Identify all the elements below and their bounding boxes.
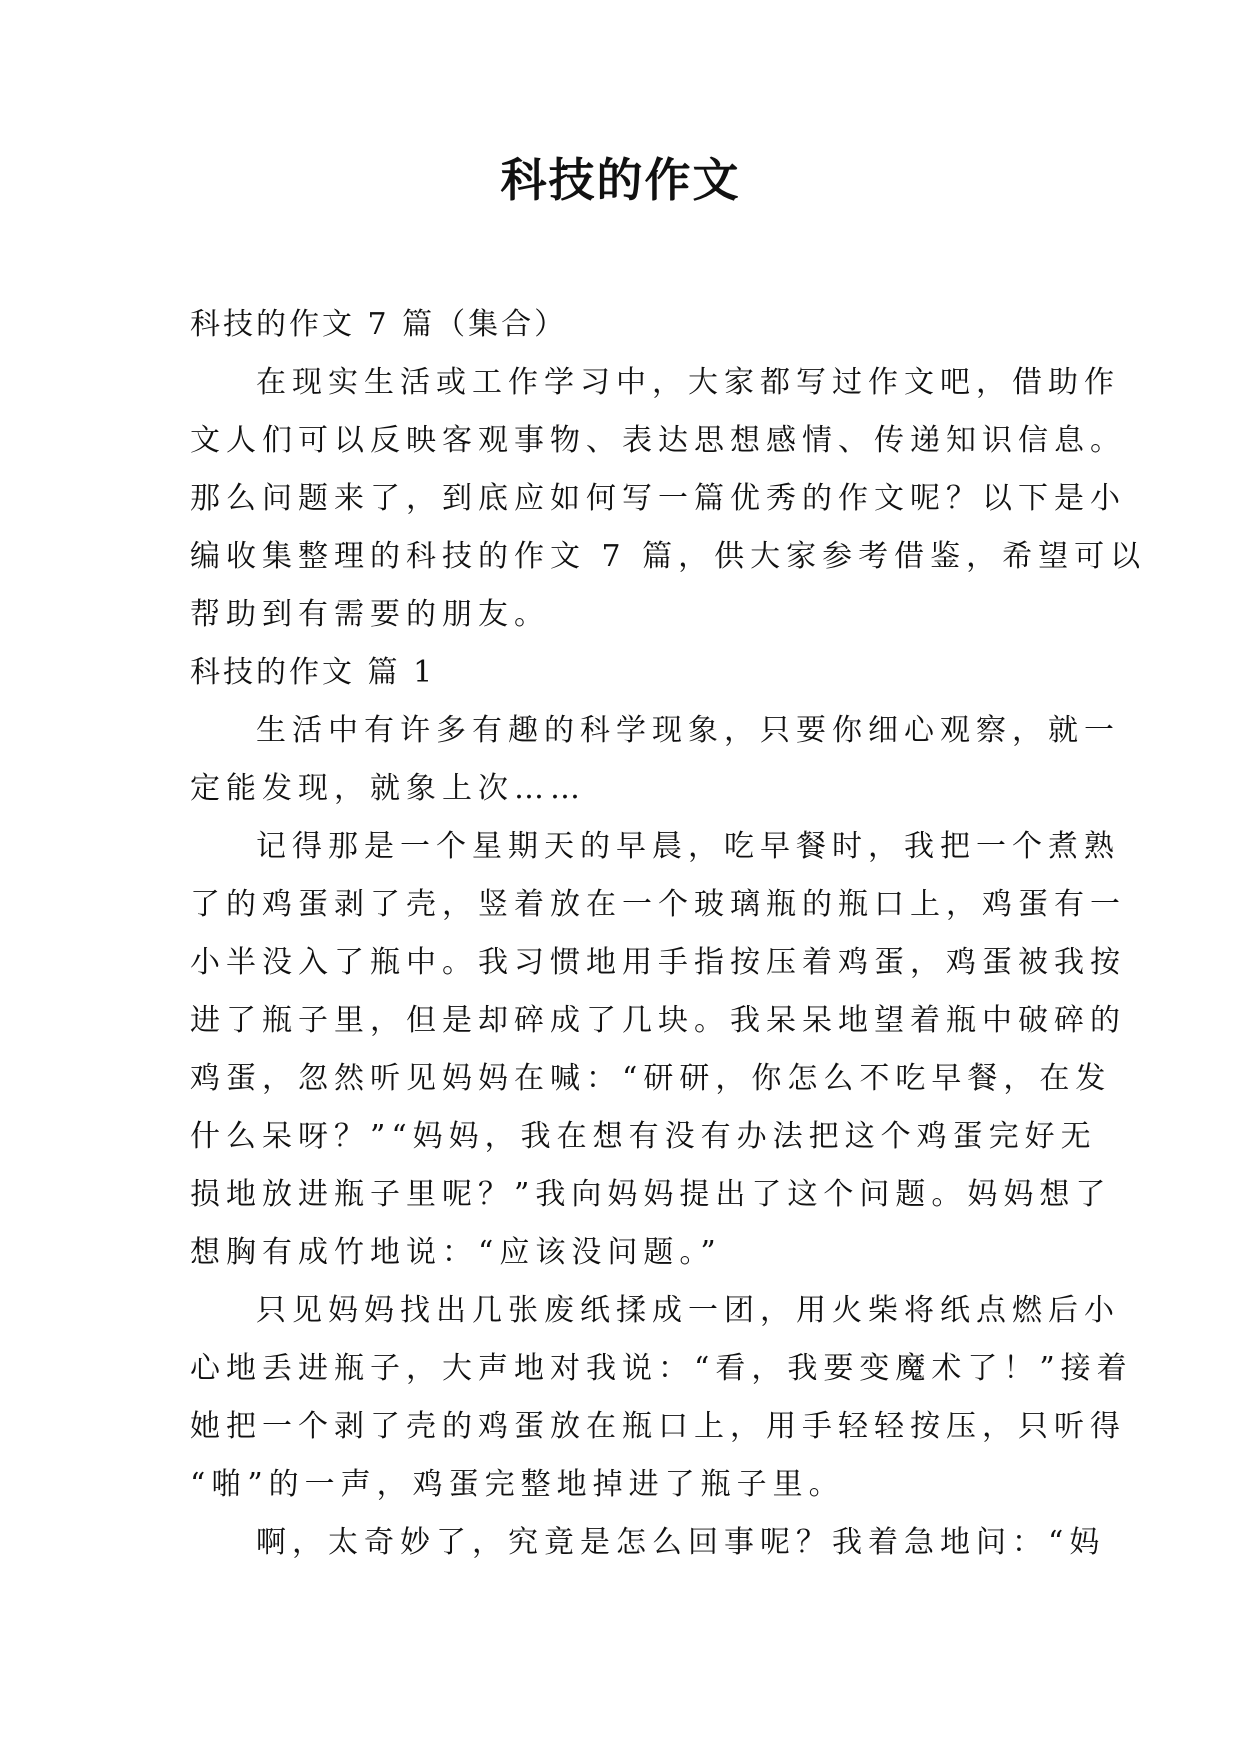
paragraph-line: 定能发现，就象上次……	[190, 771, 586, 806]
paragraph-line: 什么呆呀？”“妈妈，我在想有没有办法把这个鸡蛋完好无	[190, 1119, 1097, 1154]
paragraph-line: 小半没入了瓶中。我习惯地用手指按压着鸡蛋，鸡蛋被我按	[190, 945, 1126, 980]
paragraph-line: 编收集整理的科技的作文 7 篇，供大家参考借鉴，希望可以	[190, 539, 1147, 574]
section-heading: 科技的作文 7 篇（集合）	[190, 307, 568, 342]
document-title: 科技的作文	[500, 153, 741, 207]
paragraph-line: 只见妈妈找出几张废纸揉成一团，用火柴将纸点燃后小	[256, 1293, 1120, 1328]
paragraph-line: 损地放进瓶子里呢？”我向妈妈提出了这个问题。妈妈想了	[190, 1177, 1112, 1212]
paragraph-line: 那么问题来了，到底应如何写一篇优秀的作文呢？以下是小	[190, 481, 1126, 516]
paragraph-line: 帮助到有需要的朋友。	[190, 597, 550, 632]
paragraph-line: 鸡蛋，忽然听见妈妈在喊：“研研，你怎么不吃早餐，在发	[190, 1061, 1112, 1096]
paragraph-line: 记得那是一个星期天的早晨，吃早餐时，我把一个煮熟	[256, 829, 1120, 864]
paragraph-line: “啪”的一声，鸡蛋完整地掉进了瓶子里。	[190, 1467, 845, 1502]
section-heading: 科技的作文 篇 1	[190, 655, 436, 690]
paragraph-line: 文人们可以反映客观事物、表达思想感情、传递知识信息。	[190, 423, 1126, 458]
paragraph-line: 啊，太奇妙了，究竟是怎么回事呢？我着急地问：“妈	[256, 1525, 1106, 1560]
paragraph-line: 她把一个剥了壳的鸡蛋放在瓶口上，用手轻轻按压，只听得	[190, 1409, 1126, 1444]
paragraph-line: 在现实生活或工作学习中，大家都写过作文吧，借助作	[256, 365, 1120, 400]
paragraph-line: 心地丢进瓶子，大声地对我说：“看，我要变魔术了！”接着	[190, 1351, 1133, 1386]
document-body	[190, 296, 1147, 1572]
paragraph-line: 想胸有成竹地说：“应该没问题。”	[190, 1235, 722, 1270]
paragraph-line: 进了瓶子里，但是却碎成了几块。我呆呆地望着瓶中破碎的	[190, 1003, 1126, 1038]
paragraph-line: 了的鸡蛋剥了壳，竖着放在一个玻璃瓶的瓶口上，鸡蛋有一	[190, 887, 1126, 922]
paragraph-line: 生活中有许多有趣的科学现象，只要你细心观察，就一	[256, 713, 1120, 748]
